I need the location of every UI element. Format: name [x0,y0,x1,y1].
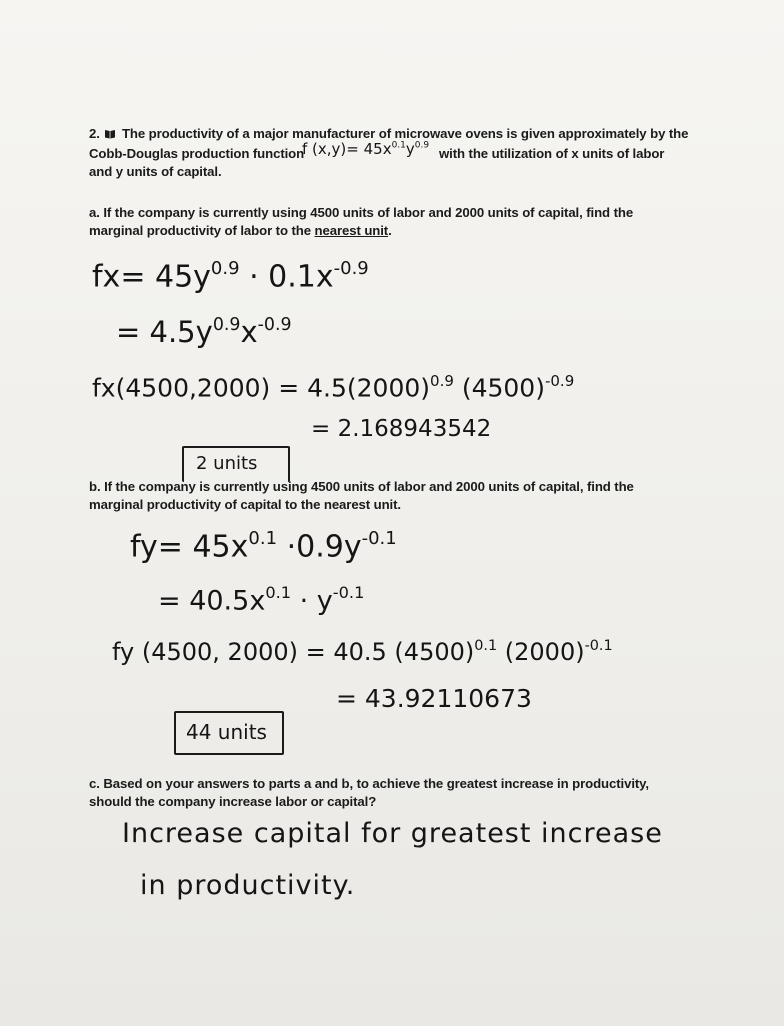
intro-text-3: with the utilization of x units of labor [439,146,665,161]
b-w2-exp1: 0.1 [265,583,292,602]
a-w3-exp1: 0.9 [430,372,454,390]
question-number: 2. [89,126,100,141]
part-c-prompt-line2: should the company increase labor or capital? [89,794,377,809]
part-b-prompt [89,478,729,514]
intro-text-2: Cobb-Douglas production function [89,146,305,161]
b-w1-base: fy= 45x [130,529,249,565]
a-w3-base: fx(4500,2000) = 4.5(2000) [92,373,431,403]
part-b-work-line3 [112,638,613,666]
b-w3-mid: (2000) [497,638,585,667]
question-intro-line2 [89,145,304,163]
a-w4-result: = 2.168943542 [311,416,492,442]
function-exp1: 0.1 [391,140,406,151]
b-w2-base: = 40.5x [158,585,266,617]
a-w1-exp1: 0.9 [210,258,240,279]
a-w1-mid: · 0.1x [239,259,334,295]
a-w2-mid: x [240,315,258,350]
part-a-work-line1 [92,258,369,295]
part-c-prompt-line1: c. Based on your answers to parts a and b, to achieve the greatest increase in productivity, [89,776,649,791]
function-exp2: 0.9 [414,140,430,151]
question-intro-line2b [439,145,664,163]
part-c-prompt [89,775,729,811]
part-c-answer-line1: Increase capital for greatest increase [122,818,663,849]
b-w1-exp2: -0.1 [361,528,397,549]
part-b-answer: 44 units [186,720,267,744]
intro-text-1: The productivity of a major manufacturer of microwave ovens is given approximately by the [121,126,689,141]
part-b-work-line2 [158,583,364,616]
a-w1-base: fx= 45y [92,259,211,295]
part-a-work-line4 [311,416,491,442]
b-w4-result: = 43.92110673 [336,684,532,713]
part-a-prompt [89,204,729,240]
part-a-prompt-line1: a. If the company is currently using 4500 units of labor and 2000 units of capital, find the [89,205,634,220]
part-b-answer-box [174,711,284,755]
part-a-prompt-post: . [388,223,392,238]
part-b-prompt-line2: marginal productivity of capital to the nearest unit. [89,497,401,512]
a-w3-exp2: -0.9 [544,372,575,390]
part-a-answer-box [182,446,290,482]
part-b-prompt-line1: b. If the company is currently using 4500 units of labor and 2000 units of capital, find the [89,479,634,494]
intro-text-4: and y units of capital. [89,164,222,179]
part-b-work-line1 [130,528,397,565]
a-w2-base: = 4.5y [116,315,213,350]
b-w1-exp1: 0.1 [248,528,278,549]
part-c-answer-line2: in productivity. [140,870,356,901]
a-w1-exp2: -0.9 [333,258,369,279]
book-icon [104,129,116,139]
handwritten-function [302,140,429,158]
b-w1-mid: ·0.9y [277,529,362,565]
question-intro-line3 [89,163,222,181]
part-a-prompt-pre: marginal productivity of labor to the [89,223,315,238]
a-w3-mid: (4500) [453,373,545,403]
b-w2-mid: · y [291,585,333,617]
part-a-prompt-underlined: nearest unit [314,223,389,238]
a-w2-exp2: -0.9 [257,315,292,335]
part-a-answer: 2 units [196,453,258,474]
b-w2-exp2: -0.1 [332,583,365,602]
part-b-work-line4 [336,684,532,713]
b-w3-exp2: -0.1 [584,638,613,654]
b-w3-base: fy (4500, 2000) = 40.5 (4500) [112,638,475,667]
part-a-work-line3 [92,372,574,403]
b-w3-exp1: 0.1 [474,638,498,654]
part-a-work-line2 [116,315,292,349]
function-base: f (x,y)= 45x [302,140,392,158]
function-mid: y [405,140,415,158]
a-w2-exp1: 0.9 [212,315,241,335]
part-a-prompt-line2 [89,222,729,240]
